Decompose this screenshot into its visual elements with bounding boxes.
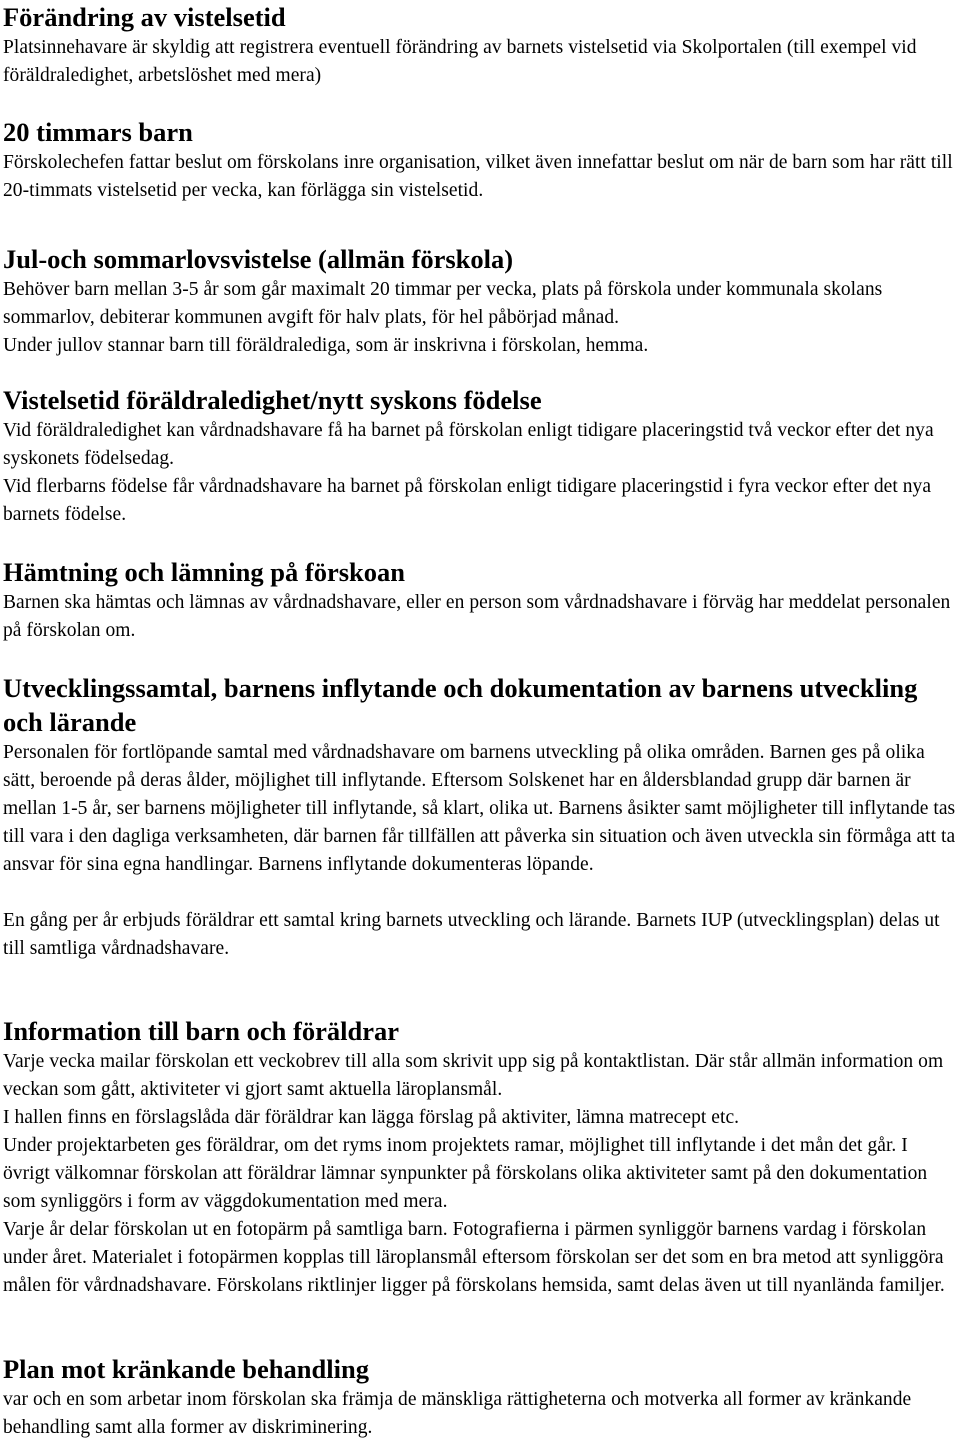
section-heading: 20 timmars barn <box>3 117 193 147</box>
section-heading: Information till barn och föräldrar <box>3 1016 399 1046</box>
section-paragraph: Barnen ska hämtas och lämnas av vårdnadshavare, eller en person som vårdnadshavare i förväg har meddelat personalen på förskolan om. <box>3 592 951 641</box>
section-paragraph: Vid flerbarns födelse får vårdnadshavare ha barnet på förskolan enligt tidigare placeringstid i fyra veckor efter det nya barnets födelse. <box>3 476 932 525</box>
section-heading: Vistelsetid föräldraledighet/nytt syskons födelse <box>3 385 542 415</box>
section-heading: Plan mot kränkande behandling <box>3 1354 369 1384</box>
section-paragraph: Varje vecka mailar förskolan ett veckobrev till alla som skrivit upp sig på kontaktlistan. Där står allmän information om veckan som gått, aktiviteter vi gjort samt aktuella läroplansmål. <box>3 1051 944 1100</box>
section-pickup-dropoff <box>3 555 958 645</box>
section-paragraph: Under projektarbeten ges föräldrar, om det ryms inom projektets ramar, möjlighet till inflytande i det mån det går. I övrigt välkomnar förskolan att föräldrar lämnar synpunkter på förskolans olika aktiviteter samt på den dokumentation som synliggörs i form av väggdokumentation med mera. <box>3 1135 928 1212</box>
section-parental-leave <box>3 383 958 529</box>
section-paragraph: Behöver barn mellan 3-5 år som går maximalt 20 timmar per vecka, plats på förskola under kommunala skolans sommarlov, debiterar kommunen avgift för halv plats, för hel påbörjad månad. <box>3 279 883 328</box>
section-holiday-stay <box>3 242 958 360</box>
section-paragraph: Vid föräldraledighet kan vårdnadshavare få ha barnet på förskolan enligt tidigare placeringstid två veckor efter det nya syskonets födelsedag. <box>3 420 934 469</box>
section-20-hour-children <box>3 115 958 205</box>
section-paragraph: I hallen finns en förslagslåda där föräldrar kan lägga förslag på aktiviter, lämna matrecept etc. <box>3 1107 740 1128</box>
section-vistelsetid-change <box>3 0 958 90</box>
section-heading: Jul-och sommarlovsvistelse (allmän förskola) <box>3 244 514 274</box>
section-paragraph: var och en som arbetar inom förskolan ska främja de mänskliga rättigheterna och motverka all former av kränkande behandling samt alla former av diskriminering. <box>3 1389 912 1438</box>
section-heading: Förändring av vistelsetid <box>3 2 286 32</box>
section-paragraph: Platsinnehavare är skyldig att registrera eventuell förändring av barnets vistelsetid via Skolportalen (till exempel vid föräldraledighet, arbetslöshet med mera) <box>3 37 917 86</box>
section-paragraph: Förskolechefen fattar beslut om förskolans inre organisation, vilket även innefattar beslut om när de barn som har rätt till 20-timmats vistelsetid per vecka, kan förlägga sin vistelsetid. <box>3 152 953 201</box>
section-paragraph: Under jullov stannar barn till föräldralediga, som är inskrivna i förskolan, hemma. <box>3 335 649 356</box>
section-paragraph: Varje år delar förskolan ut en fotopärm på samtliga barn. Fotografierna i pärmen synliggör barnens vardag i förskolan under året. Materialet i fotopärmen kopplas till läroplansmål eftersom förskolan ser det som en bra metod att synliggöra målen för vårdnadshavare. Förskolans riktlinjer ligger på förskolans hemsida, samt delas även ut till nyanlända familjer. <box>3 1219 945 1296</box>
paragraph-spacer <box>3 879 958 907</box>
section-paragraph: Personalen för fortlöpande samtal med vårdnadshavare om barnens utveckling på olika områden. Barnen ges på olika sätt, beroende på deras ålder, möjlighet till inflytande. Eftersom Solskenet har en åldersblandad grupp där barnen är mellan 1-5 år, ser barnens möjligheter till inflytande, så klart, olika ut. Barnens åsikter samt möjligheter till inflytande tas till vara i den dagliga verksamheten, där barnen får tillfällen att påverka sin situation och även utveckla sin förmåga att ta ansvar för sina egna handlingar. Barnens inflytande dokumenteras löpande. <box>3 742 956 875</box>
section-information <box>3 1014 958 1300</box>
section-heading: Hämtning och lämning på förskoan <box>3 557 405 587</box>
section-paragraph: En gång per år erbjuds föräldrar ett samtal kring barnets utveckling och lärande. Barnets IUP (utvecklingsplan) delas ut till samtliga vårdnadshavare. <box>3 910 940 959</box>
section-heading: Utvecklingssamtal, barnens inflytande och dokumentation av barnens utveckling och lärande <box>3 673 918 737</box>
section-anti-discrimination <box>3 1352 958 1442</box>
section-development-talks <box>3 671 958 963</box>
